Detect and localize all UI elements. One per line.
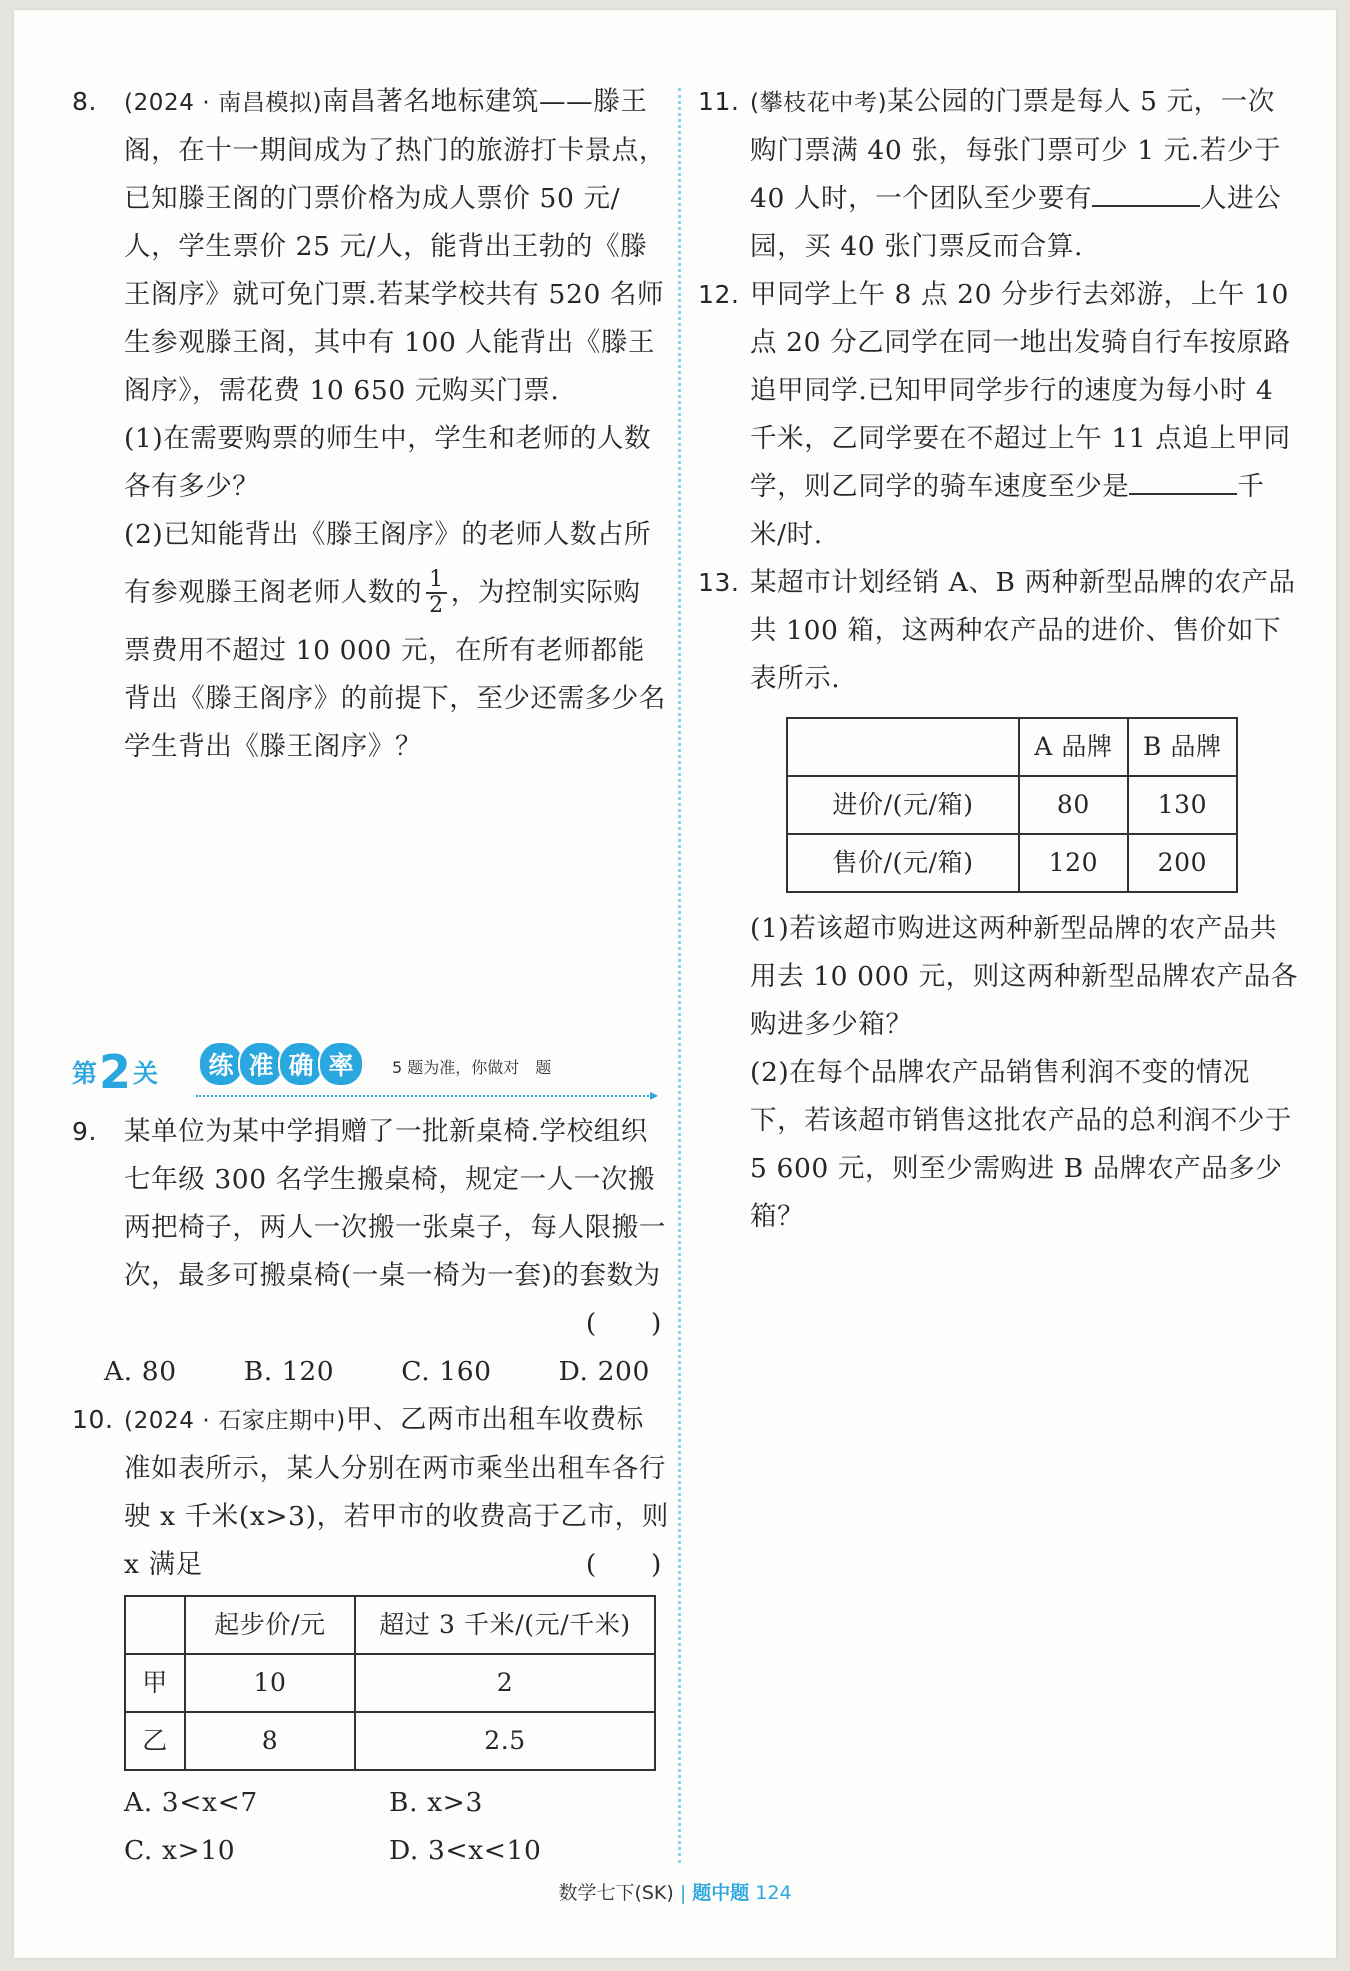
question-stem bbox=[124, 78, 670, 415]
table-cell: A 品牌 bbox=[1019, 718, 1128, 776]
question-10 bbox=[72, 1396, 670, 1875]
table-cell: B 品牌 bbox=[1128, 718, 1237, 776]
fraction-denominator: 2 bbox=[429, 593, 444, 618]
sub-question-2-text: 有参观滕王阁老师人数的 bbox=[124, 577, 423, 608]
fraction-numerator: 1 bbox=[426, 568, 447, 594]
section-title bbox=[198, 1041, 358, 1087]
question-source: (攀枝花中考) bbox=[750, 90, 888, 116]
section-label bbox=[72, 1045, 158, 1099]
table-row bbox=[125, 1712, 655, 1770]
table-row bbox=[787, 776, 1237, 834]
question-text bbox=[750, 271, 1298, 559]
answer-parentheses: ( ) bbox=[585, 1549, 662, 1580]
table-cell: 80 bbox=[1019, 776, 1128, 834]
sub-question-2-text: ，为控制实际购 bbox=[450, 577, 641, 608]
question-11 bbox=[698, 78, 1298, 271]
sub-question-2-line-1: (2)已知能背出《滕王阁序》的老师人数占所 bbox=[124, 519, 652, 550]
section-header bbox=[72, 1033, 666, 1104]
option-c: C. x>10 bbox=[124, 1835, 236, 1866]
table-cell: 乙 bbox=[125, 1712, 185, 1770]
option-b: B. 120 bbox=[243, 1356, 335, 1387]
option-b: B. x>3 bbox=[389, 1787, 483, 1818]
question-number: 12. bbox=[698, 280, 740, 309]
answer-blank[interactable] bbox=[1092, 179, 1200, 207]
question-12 bbox=[698, 271, 1298, 559]
question-source: (2024 · 石家庄期中) bbox=[124, 1408, 346, 1434]
question-number: 9. bbox=[72, 1117, 98, 1146]
brand-name: 题中题 bbox=[692, 1882, 750, 1904]
section-note: 5 题为准，你做对 题 bbox=[392, 1058, 552, 1077]
option-a: A. 3<x<7 bbox=[124, 1787, 258, 1818]
table-cell: 售价/(元/箱) bbox=[787, 834, 1019, 892]
sub-question-2-fraction-line bbox=[124, 559, 670, 627]
table-cell: 10 bbox=[185, 1654, 355, 1712]
workbook-page bbox=[14, 10, 1336, 1958]
section-title-char: 准 bbox=[238, 1041, 284, 1087]
question-text: 某超市计划经销 A、B 两种新型品牌的农产品共 100 箱，这两种农产品的进价、售价如下表所示. bbox=[750, 567, 1296, 694]
option-d: D. 200 bbox=[558, 1356, 650, 1387]
question-number: 10. bbox=[72, 1405, 114, 1434]
question-number: 11. bbox=[698, 87, 740, 116]
table-cell: 120 bbox=[1019, 834, 1128, 892]
question-text-part: 某公园的门票是每人 5 元，一次购门票满 40 张，每张门票可少 1 元.若少于 40 人时，一个团队至少要有 bbox=[750, 86, 1282, 214]
question-text bbox=[750, 78, 1298, 271]
fraction-one-half bbox=[426, 568, 447, 618]
section-title-char: 确 bbox=[278, 1041, 324, 1087]
table-row bbox=[125, 1654, 655, 1712]
arrow-right-icon: ▸ bbox=[650, 1085, 659, 1104]
question-text-part: 人进公园，买 40 张门票反而合算. bbox=[750, 183, 1282, 262]
answer-blank[interactable] bbox=[1129, 467, 1237, 495]
sub-question-1: (1)在需要购票的师生中，学生和老师的人数各有多少？ bbox=[124, 423, 652, 502]
question-source: (2024 · 南昌模拟) bbox=[124, 90, 323, 116]
left-column-lower bbox=[72, 1108, 670, 1875]
sub-question-2: (2)在每个品牌农产品销售利润不变的情况下，若该超市销售这批农产品的总利润不少于 5 600 元，则至少需购进 B 品牌农产品多少箱？ bbox=[750, 1057, 1292, 1232]
table-row bbox=[787, 834, 1237, 892]
section-title-char: 练 bbox=[198, 1041, 244, 1087]
section-number: 2 bbox=[99, 1045, 132, 1099]
table-header-row bbox=[125, 1596, 655, 1654]
option-a: A. 80 bbox=[104, 1356, 177, 1387]
question-13 bbox=[698, 559, 1298, 1241]
right-column bbox=[698, 78, 1298, 1241]
table-cell: 甲 bbox=[125, 1654, 185, 1712]
question-text: 甲、乙两市出租车收费标准如表所示，某人分别在两市乘坐出租车各行驶 x 千米(x>3)，若甲市的收费高于乙市，则 x 满足 bbox=[124, 1404, 669, 1580]
table-cell: 2.5 bbox=[355, 1712, 655, 1770]
question-text-part: 千米/时. bbox=[750, 471, 1265, 550]
table-cell: 起步价/元 bbox=[185, 1596, 355, 1654]
page-footer bbox=[14, 1878, 1336, 1905]
table-header-row bbox=[787, 718, 1237, 776]
section-label-post: 关 bbox=[133, 1059, 159, 1088]
sub-question-1: (1)若该超市购进这两种新型品牌的农产品共用去 10 000 元，则这两种新型品牌农产品各购进多少箱？ bbox=[750, 913, 1298, 1040]
question-text-part: 甲同学上午 8 点 20 分步行去郊游，上午 10 点 20 分乙同学在同一地出发骑自行车按原路追甲同学.已知甲同学步行的速度为每小时 4 千米，乙同学要在不超过上午 11 点追上甲同学，则乙同学的骑车速度至少是 bbox=[750, 279, 1291, 502]
options bbox=[124, 1779, 670, 1875]
options bbox=[104, 1348, 670, 1396]
table-cell: 2 bbox=[355, 1654, 655, 1712]
question-text: 某单位为某中学捐赠了一批新桌椅.学校组织七年级 300 名学生搬桌椅，规定一人一次搬两把椅子，两人一次搬一张桌子，每人限搬一次，最多可搬桌椅(一桌一椅为一套)的套数为 bbox=[124, 1116, 666, 1291]
section-label-pre: 第 bbox=[72, 1059, 98, 1088]
sub-question-2-rest: 票费用不超过 10 000 元，在所有老师都能背出《滕王阁序》的前提下，至少还需多少名学生背出《滕王阁序》？ bbox=[124, 635, 666, 762]
question-9 bbox=[72, 1108, 670, 1396]
book-title: 数学七下(SK) bbox=[558, 1882, 674, 1904]
answer-parentheses: ( ) bbox=[585, 1308, 662, 1339]
column-divider bbox=[678, 88, 681, 1863]
option-c: C. 160 bbox=[401, 1356, 492, 1387]
footer-separator: | bbox=[679, 1882, 687, 1904]
table-cell: 200 bbox=[1128, 834, 1237, 892]
question-8 bbox=[72, 78, 670, 771]
price-table bbox=[786, 717, 1238, 893]
fare-table bbox=[124, 1595, 656, 1771]
section-dotted-line bbox=[196, 1095, 652, 1097]
table-cell: 进价/(元/箱) bbox=[787, 776, 1019, 834]
table-cell bbox=[787, 718, 1019, 776]
section-title-char: 率 bbox=[318, 1041, 364, 1087]
page-number: 124 bbox=[755, 1882, 792, 1904]
table-cell: 8 bbox=[185, 1712, 355, 1770]
option-d: D. 3<x<10 bbox=[389, 1835, 542, 1866]
question-text: 南昌著名地标建筑——滕王阁，在十一期间成为了热门的旅游打卡景点，已知滕王阁的门票价格为成人票价 50 元/人，学生票价 25 元/人，能背出王勃的《滕王阁序》就可免门票.若某学校共有 520 名师生参观滕王阁，其中有 100 人能背出《滕王阁序》，需花费 10 650 元购买门票. bbox=[124, 86, 666, 406]
left-column bbox=[72, 78, 670, 771]
question-number: 8. bbox=[72, 87, 98, 116]
table-cell: 超过 3 千米/(元/千米) bbox=[355, 1596, 655, 1654]
table-cell: 130 bbox=[1128, 776, 1237, 834]
question-number: 13. bbox=[698, 568, 740, 597]
table-cell bbox=[125, 1596, 185, 1654]
